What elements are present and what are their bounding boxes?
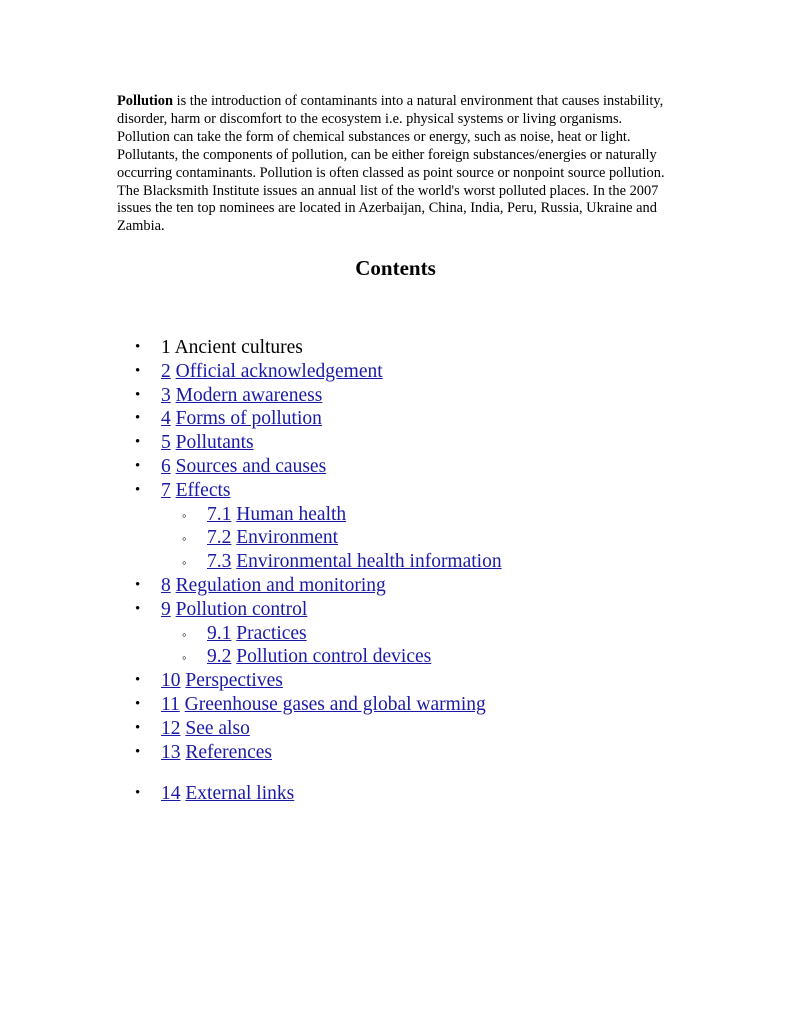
toc-label-link[interactable]: Pollutants — [175, 432, 254, 454]
toc-item-sources-and-causes — [135, 455, 502, 479]
toc-label-link[interactable]: Practices — [236, 622, 307, 644]
toc-label-link[interactable]: Pollution control devices — [236, 646, 432, 668]
toc-number-link[interactable]: 9 — [161, 598, 171, 620]
toc-item-forms-of-pollution — [135, 407, 502, 431]
toc-number-link[interactable]: 3 — [161, 384, 171, 406]
toc-item-official-acknowledgement — [135, 360, 502, 384]
intro-term: Pollution — [117, 93, 173, 109]
toc-item-external-links — [135, 782, 502, 806]
toc-label-link[interactable]: Human health — [236, 503, 347, 525]
toc-item-effects — [135, 479, 502, 503]
toc-label-link[interactable]: Pollution control — [175, 598, 308, 620]
toc-label-link[interactable]: See also — [185, 717, 250, 739]
table-of-contents — [135, 336, 502, 806]
toc-number-link[interactable]: 14 — [161, 783, 181, 805]
toc-number-link[interactable]: 2 — [161, 360, 171, 382]
toc-number-link[interactable]: 5 — [161, 432, 171, 454]
toc-item-regulation-and-monitoring — [135, 574, 502, 598]
toc-number: 1 — [161, 337, 171, 358]
toc-item-ancient-cultures — [135, 336, 502, 360]
toc-item-perspectives — [135, 669, 502, 693]
toc-item-pollution-control — [135, 598, 502, 622]
toc-label-link[interactable]: Sources and causes — [175, 455, 327, 477]
toc-subitem-pollution-control-devices — [135, 645, 502, 669]
toc-item-see-also — [135, 717, 502, 741]
toc-item-greenhouse-gases — [135, 693, 502, 717]
toc-label-link[interactable]: Regulation and monitoring — [175, 574, 386, 596]
toc-label-link[interactable]: Effects — [175, 479, 231, 501]
toc-number-link[interactable]: 7 — [161, 479, 171, 501]
toc-subitem-human-health — [135, 503, 502, 527]
toc-label-link[interactable]: Environmental health information — [236, 551, 502, 573]
toc-subitem-environmental-health-information — [135, 550, 502, 574]
toc-number-link[interactable]: 8 — [161, 574, 171, 596]
toc-label-link[interactable]: Forms of pollution — [175, 408, 322, 430]
toc-label-link[interactable]: Greenhouse gases and global warming — [184, 693, 486, 715]
toc-label-link[interactable]: Environment — [236, 527, 339, 549]
toc-label-link[interactable]: Official acknowledgement — [175, 360, 383, 382]
intro-paragraph — [117, 93, 677, 236]
toc-item-references — [135, 741, 502, 765]
intro-text: is the introduction of contaminants into a natural environment that causes instability, disorder, harm or discomfort to the ecosystem i.e. physical systems or living organisms. Pollution can take the form of chemical substances or energy, such as noise, heat or light. Pollutants, the components of pollution, can be either foreign substances/energies or naturally occurring contaminants. Pollution is often classed as point source or nonpoint source pollution. The Blacksmith Institute issues an annual list of the world's worst polluted places. In the 2007 issues the ten top nominees are located in Azerbaijan, China, India, Peru, Russia, Ukraine and Zambia. — [117, 93, 665, 235]
toc-subitem-environment — [135, 526, 502, 550]
toc-number-link[interactable]: 4 — [161, 408, 171, 430]
toc-label-link[interactable]: External links — [185, 783, 295, 805]
contents-title: Contents — [355, 256, 436, 280]
toc-number-link[interactable]: 10 — [161, 670, 181, 692]
toc-number-link[interactable]: 9.2 — [207, 646, 232, 668]
toc-number-link[interactable]: 12 — [161, 717, 181, 739]
toc-number-link[interactable]: 7.2 — [207, 527, 232, 549]
toc-number-link[interactable]: 11 — [161, 693, 180, 715]
toc-label-link[interactable]: Perspectives — [185, 670, 283, 692]
toc-number-link[interactable]: 7.1 — [207, 503, 232, 525]
toc-item-pollutants — [135, 431, 502, 455]
toc-number-link[interactable]: 6 — [161, 455, 171, 477]
toc-subitem-practices — [135, 622, 502, 646]
toc-number-link[interactable]: 7.3 — [207, 551, 232, 573]
toc-item-modern-awareness — [135, 384, 502, 408]
toc-label: Ancient cultures — [174, 337, 303, 358]
toc-number-link[interactable]: 13 — [161, 741, 181, 763]
toc-label-link[interactable]: References — [185, 741, 272, 763]
toc-label-link[interactable]: Modern awareness — [175, 384, 323, 406]
toc-number-link[interactable]: 9.1 — [207, 622, 232, 644]
